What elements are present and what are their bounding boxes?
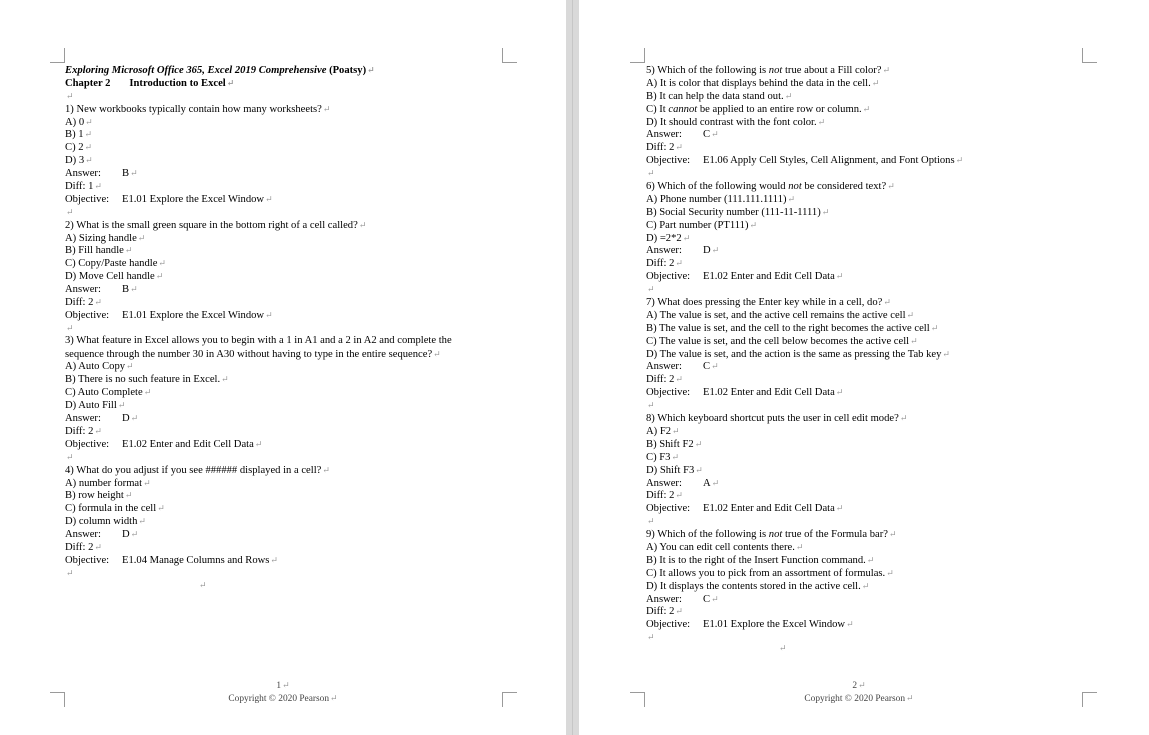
question-4-prompt: 4) What do you adjust if you see ###### displayed in a cell?↵ [65,464,330,476]
question-1-option-a: A) 0↵ [65,116,93,128]
crop-mark-top-right [502,48,517,63]
question-5-objective: Objective: E1.06 Apply Cell Styles, Cell Alignment, and Font Options↵ [646,155,964,167]
question-4-answer: Answer: D↵ [65,529,139,541]
question-6-prompt: 6) Which of the following would not be considered text?↵ [646,181,895,193]
blank-line: ↵ [647,284,655,295]
question-3-objective: Objective: E1.02 Enter and Edit Cell Data↵ [65,438,263,450]
question-8-option-a: A) F2↵ [646,425,680,437]
question-5-option-b: B) It can help the data stand out.↵ [646,90,793,102]
question-7-objective: Objective: E1.02 Enter and Edit Cell Data↵ [646,387,844,399]
question-8-option-b: B) Shift F2↵ [646,438,703,450]
question-5-option-a: A) It is color that displays behind the data in the cell.↵ [646,77,880,89]
crop-mark-bottom-left [630,692,645,707]
end-of-section-mark: ↵ [199,580,207,590]
question-1-answer: Answer: B↵ [65,168,138,180]
question-7-answer: Answer: C↵ [646,361,719,373]
question-3-option-b: B) There is no such feature in Excel.↵ [65,374,229,386]
crop-mark-top-right [1082,48,1097,63]
blank-line: ↵ [66,90,74,101]
blank-line: ↵ [647,632,655,643]
crop-mark-bottom-left [50,692,65,707]
question-1-objective: Objective: E1.01 Explore the Excel Window↵ [65,193,273,205]
question-6-option-b: B) Social Security number (111-11-1111)↵ [646,206,830,218]
document-page-1[interactable] [0,0,566,735]
question-6-option-a: A) Phone number (111.111.1111)↵ [646,193,796,205]
blank-line: ↵ [647,516,655,527]
question-8-objective: Objective: E1.02 Enter and Edit Cell Data↵ [646,503,844,515]
question-9-option-c: C) It allows you to pick from an assortment of formulas.↵ [646,567,894,579]
question-4-option-c: C) formula in the cell↵ [65,503,165,515]
question-6-option-d: D) =2*2↵ [646,232,691,244]
question-6-option-c: C) Part number (PT111)↵ [646,219,758,231]
document-page-2[interactable] [579,0,1149,735]
question-6-answer: Answer: D↵ [646,245,720,257]
question-5-prompt: 5) Which of the following is not true about a Fill color?↵ [646,65,891,76]
page-1-footer [183,679,383,705]
question-8-prompt: 8) Which keyboard shortcut puts the user in cell edit mode?↵ [646,413,908,425]
question-9-option-d: D) It displays the contents stored in the active cell.↵ [646,580,870,592]
question-5-diff: Diff: 2↵ [646,142,683,154]
question-7-prompt: 7) What does pressing the Enter key while in a cell, do?↵ [646,297,891,309]
page-1-body[interactable] [65,64,505,580]
question-4-objective: Objective: E1.04 Manage Columns and Rows↵ [65,554,278,566]
question-1-option-b: B) 1↵ [65,129,93,141]
question-9-option-a: A) You can edit cell contents there.↵ [646,541,804,553]
question-9-option-b: B) It is to the right of the Insert Function command.↵ [646,554,875,566]
page-2-footer [759,679,959,705]
copyright-text: Copyright © 2020 Pearson↵ [804,693,914,704]
crop-mark-bottom-right [502,692,517,707]
question-3-prompt-line-1: 3) What feature in Excel allows you to begin with a 1 in A1 and a 2 in A2 and complete the [65,334,452,346]
question-8-option-d: D) Shift F3↵ [646,464,703,476]
question-8-option-c: C) F3↵ [646,451,679,463]
blank-line: ↵ [66,206,74,217]
question-2-option-b: B) Fill handle↵ [65,245,133,257]
blank-line: ↵ [647,168,655,179]
question-1-option-d: D) 3↵ [65,155,93,167]
question-1-option-c: C) 2↵ [65,142,93,154]
question-2-diff: Diff: 2↵ [65,297,102,309]
copyright-text: Copyright © 2020 Pearson↵ [228,693,338,704]
question-5-option-c: C) It cannot be applied to an entire row or column.↵ [646,103,871,115]
blank-line: ↵ [66,451,74,462]
question-8-diff: Diff: 2↵ [646,490,683,502]
question-3-diff: Diff: 2↵ [65,425,102,437]
blank-line: ↵ [66,322,74,333]
question-7-diff: Diff: 2↵ [646,374,683,386]
question-4-option-b: B) row height↵ [65,490,133,502]
page-number: 1↵ [276,680,290,691]
question-4-option-a: A) number format↵ [65,477,151,489]
question-9-objective: Objective: E1.01 Explore the Excel Window↵ [646,619,854,631]
blank-line: ↵ [647,400,655,411]
question-5-answer: Answer: C↵ [646,129,719,141]
question-1-prompt: 1) New workbooks typically contain how many worksheets?↵ [65,103,331,115]
question-2-option-c: C) Copy/Paste handle↵ [65,258,166,270]
page-number: 2↵ [852,680,866,691]
question-3-answer: Answer: D↵ [65,413,139,425]
question-2-option-d: D) Move Cell handle↵ [65,271,164,283]
question-2-objective: Objective: E1.01 Explore the Excel Window↵ [65,309,273,321]
page-divider [572,0,573,735]
end-of-section-mark: ↵ [779,643,787,653]
question-8-answer: Answer: A↵ [646,477,720,489]
question-9-diff: Diff: 2↵ [646,606,683,618]
question-6-objective: Objective: E1.02 Enter and Edit Cell Data↵ [646,271,844,283]
question-7-option-a: A) The value is set, and the active cell remains the active cell↵ [646,309,915,321]
question-3-option-c: C) Auto Complete↵ [65,387,152,399]
crop-mark-top-left [630,48,645,63]
question-3-prompt-line-2: sequence through the number 30 in A30 without having to type in the entire sequence?↵ [65,348,441,360]
question-3-option-d: D) Auto Fill↵ [65,400,126,412]
question-6-diff: Diff: 2↵ [646,258,683,270]
question-4-option-d: D) column width↵ [65,516,146,528]
crop-mark-bottom-right [1082,692,1097,707]
question-3-option-a: A) Auto Copy↵ [65,361,134,373]
blank-line: ↵ [66,567,74,578]
question-1-diff: Diff: 1↵ [65,181,102,193]
chapter-heading: Chapter 2 Introduction to Excel↵ [65,77,235,89]
question-5-option-d: D) It should contrast with the font color.↵ [646,116,826,128]
question-9-prompt: 9) Which of the following is not true of the Formula bar?↵ [646,529,897,541]
question-4-diff: Diff: 2↵ [65,541,102,553]
question-2-answer: Answer: B↵ [65,284,138,296]
page-2-body[interactable] [646,64,1086,644]
question-7-option-b: B) The value is set, and the cell to the right becomes the active cell↵ [646,322,939,334]
question-2-prompt: 2) What is the small green square in the bottom right of a cell called?↵ [65,219,367,231]
document-title: Exploring Microsoft Office 365, Excel 2019 Comprehensive (Poatsy)↵ [65,65,375,76]
question-2-option-a: A) Sizing handle↵ [65,232,146,244]
question-7-option-c: C) The value is set, and the cell below becomes the active cell↵ [646,335,918,347]
question-9-answer: Answer: C↵ [646,593,719,605]
question-7-option-d: D) The value is set, and the action is the same as pressing the Tab key↵ [646,348,950,360]
crop-mark-top-left [50,48,65,63]
